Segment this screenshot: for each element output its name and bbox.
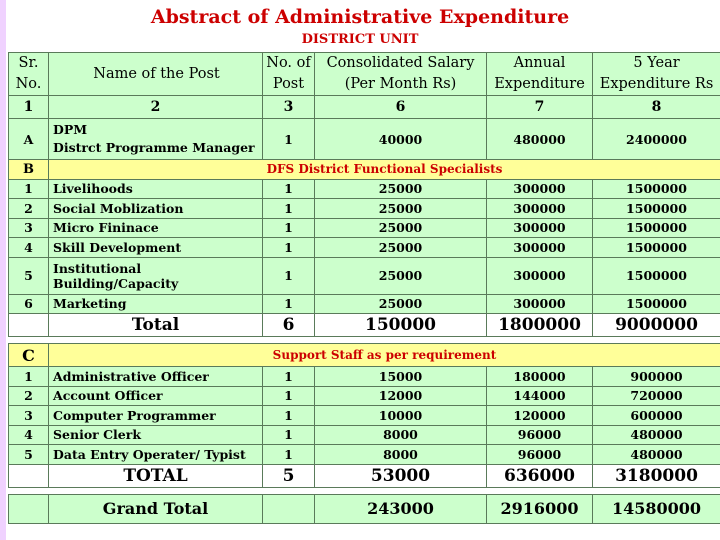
section-c-total-row <box>9 464 720 487</box>
header-salary: Consolidated Salary (Per Month Rs) <box>315 53 487 96</box>
cell-name <box>49 119 263 160</box>
cell-posts: 1 <box>263 179 315 199</box>
section-c-header <box>9 344 720 367</box>
section-b-title: DFS District Functional Specialists <box>49 160 720 180</box>
cell-sr <box>9 314 49 337</box>
cell-name: Skill Development <box>49 238 263 258</box>
cell-salary: 8000 <box>315 445 487 465</box>
cell-sr: 1 <box>9 179 49 199</box>
cell-sr: 3 <box>9 218 49 238</box>
spacer-cell <box>9 337 720 344</box>
name-line: Institutional <box>53 260 142 276</box>
column-number: 3 <box>263 96 315 119</box>
cell-salary: 25000 <box>315 238 487 258</box>
grand-total-annual: 2916000 <box>487 494 593 523</box>
cell-posts: 1 <box>263 119 315 160</box>
table-row <box>9 445 720 465</box>
column-number: 2 <box>49 96 263 119</box>
table-row-dpm <box>9 119 720 160</box>
table-row <box>9 425 720 445</box>
cell-salary: 12000 <box>315 386 487 406</box>
cell-name: Administrative Officer <box>49 367 263 387</box>
section-b-sr: B <box>9 160 49 180</box>
cell-name: Computer Programmer <box>49 406 263 426</box>
cell-sr: 6 <box>9 294 49 314</box>
cell-five-year: 600000 <box>593 406 720 426</box>
cell-annual: 96000 <box>487 425 593 445</box>
cell-five-year: 720000 <box>593 386 720 406</box>
name-line: Building/Capacity <box>53 275 179 291</box>
cell-salary: 25000 <box>315 199 487 219</box>
header-posts: No. of Post <box>263 53 315 96</box>
cell-sr: 4 <box>9 425 49 445</box>
section-c-title: Support Staff as per requirement <box>49 344 720 367</box>
cell-five-year: 1500000 <box>593 199 720 219</box>
table-row <box>9 179 720 199</box>
grand-total-posts <box>263 494 315 523</box>
section-c-sr: C <box>9 344 49 367</box>
cell-annual: 300000 <box>487 257 593 294</box>
column-number-row <box>9 96 720 119</box>
cell-annual: 300000 <box>487 294 593 314</box>
column-number: 6 <box>315 96 487 119</box>
cell-five-year: 2400000 <box>593 119 720 160</box>
spacer-cell <box>9 487 720 494</box>
cell-sr: 5 <box>9 257 49 294</box>
total-label: Total <box>49 314 263 337</box>
cell-salary: 8000 <box>315 425 487 445</box>
header-name: Name of the Post <box>49 53 263 96</box>
table-row <box>9 367 720 387</box>
cell-five-year: 1500000 <box>593 257 720 294</box>
cell-sr: 4 <box>9 238 49 258</box>
cell-sr: 3 <box>9 406 49 426</box>
cell-posts: 1 <box>263 406 315 426</box>
cell-annual: 300000 <box>487 218 593 238</box>
cell-posts: 1 <box>263 238 315 258</box>
column-number: 7 <box>487 96 593 119</box>
table-row <box>9 257 720 294</box>
cell-name: Micro Fininace <box>49 218 263 238</box>
cell-sr: A <box>9 119 49 160</box>
cell-sr: 2 <box>9 199 49 219</box>
section-b-header <box>9 160 720 180</box>
cell-sr: 5 <box>9 445 49 465</box>
cell-salary: 25000 <box>315 294 487 314</box>
grand-total-label: Grand Total <box>49 494 263 523</box>
dpm-full-name: Distrct Programme Manager <box>53 140 255 155</box>
cell-posts: 1 <box>263 425 315 445</box>
table-row <box>9 294 720 314</box>
header-five-year: 5 Year Expenditure Rs <box>593 53 720 96</box>
header-sr: Sr. No. <box>9 53 49 96</box>
cell-posts: 1 <box>263 294 315 314</box>
cell-salary: 25000 <box>315 218 487 238</box>
cell-salary: 40000 <box>315 119 487 160</box>
total-five-year: 3180000 <box>593 464 720 487</box>
total-annual: 636000 <box>487 464 593 487</box>
cell-annual: 300000 <box>487 199 593 219</box>
cell-name <box>49 257 263 294</box>
table-row <box>9 386 720 406</box>
spacer-row <box>9 337 720 344</box>
spacer-row <box>9 487 720 494</box>
cell-five-year: 480000 <box>593 425 720 445</box>
dpm-short-name: DPM <box>53 122 88 137</box>
cell-annual: 180000 <box>487 367 593 387</box>
table-row <box>9 199 720 219</box>
cell-annual: 300000 <box>487 179 593 199</box>
cell-sr: 1 <box>9 367 49 387</box>
total-label: TOTAL <box>49 464 263 487</box>
cell-annual: 300000 <box>487 238 593 258</box>
cell-name: Account Officer <box>49 386 263 406</box>
page-subtitle: DISTRICT UNIT <box>301 32 419 47</box>
cell-five-year: 1500000 <box>593 218 720 238</box>
cell-salary: 15000 <box>315 367 487 387</box>
cell-five-year: 1500000 <box>593 179 720 199</box>
cell-annual: 96000 <box>487 445 593 465</box>
cell-five-year: 900000 <box>593 367 720 387</box>
table-row <box>9 218 720 238</box>
cell-annual: 480000 <box>487 119 593 160</box>
cell-posts: 1 <box>263 367 315 387</box>
grand-total-five-year: 14580000 <box>593 494 720 523</box>
section-b-total-row <box>9 314 720 337</box>
total-posts: 5 <box>263 464 315 487</box>
cell-annual: 120000 <box>487 406 593 426</box>
cell-sr: 2 <box>9 386 49 406</box>
cell-posts: 1 <box>263 386 315 406</box>
cell-name: Social Moblization <box>49 199 263 219</box>
total-salary: 150000 <box>315 314 487 337</box>
cell-name: Data Entry Operater/ Typist <box>49 445 263 465</box>
expenditure-table <box>8 52 720 524</box>
cell-five-year: 480000 <box>593 445 720 465</box>
table-row <box>9 238 720 258</box>
total-salary: 53000 <box>315 464 487 487</box>
cell-five-year: 1500000 <box>593 294 720 314</box>
column-number: 1 <box>9 96 49 119</box>
cell-five-year: 1500000 <box>593 238 720 258</box>
table-row <box>9 406 720 426</box>
cell-name: Livelihoods <box>49 179 263 199</box>
total-five-year: 9000000 <box>593 314 720 337</box>
cell-posts: 1 <box>263 257 315 294</box>
grand-total-salary: 243000 <box>315 494 487 523</box>
cell-annual: 144000 <box>487 386 593 406</box>
cell-posts: 1 <box>263 199 315 219</box>
cell-posts: 1 <box>263 445 315 465</box>
cell-sr <box>9 464 49 487</box>
cell-salary: 25000 <box>315 257 487 294</box>
column-number: 8 <box>593 96 720 119</box>
cell-salary: 25000 <box>315 179 487 199</box>
total-posts: 6 <box>263 314 315 337</box>
cell-name: Senior Clerk <box>49 425 263 445</box>
cell-salary: 10000 <box>315 406 487 426</box>
header-annual: Annual Expenditure <box>487 53 593 96</box>
left-decorative-strip <box>0 0 6 540</box>
cell-sr <box>9 494 49 523</box>
page-title: Abstract of Administrative Expenditure <box>150 6 570 28</box>
total-annual: 1800000 <box>487 314 593 337</box>
cell-posts: 1 <box>263 218 315 238</box>
cell-name: Marketing <box>49 294 263 314</box>
header-row <box>9 53 720 96</box>
grand-total-row <box>9 494 720 523</box>
